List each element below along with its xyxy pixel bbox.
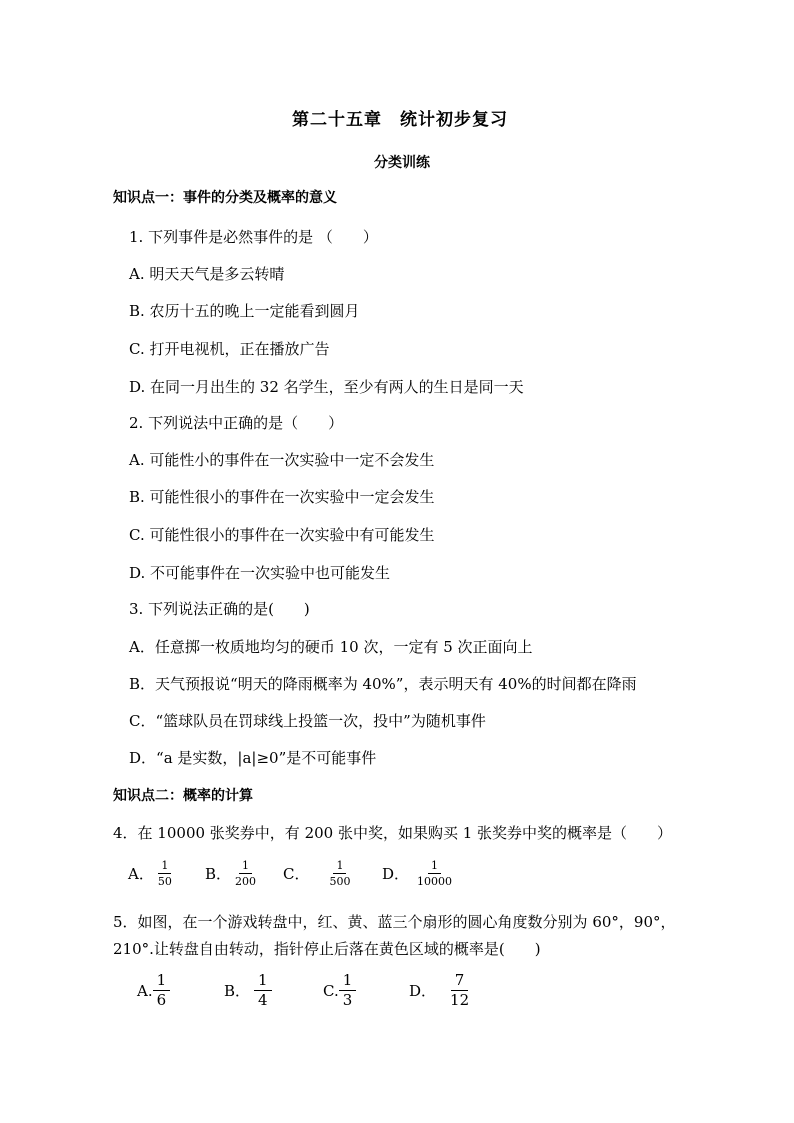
q5-option-d-label: D．: [409, 982, 437, 1000]
q4-option-d: [382, 860, 452, 887]
section-heading-1: 知识点一：事件的分类及概率的意义: [113, 190, 337, 206]
q5-option-c-label: C.: [323, 981, 339, 1000]
q5-option-c-denominator: 3: [342, 991, 353, 1009]
q5-option-b-denominator: 4: [258, 991, 268, 1009]
q5-option-c: [323, 973, 356, 1008]
q5-option-b: [224, 973, 272, 1008]
page-subtitle: 分类训练: [374, 155, 430, 171]
q3-option-a: A．任意掷一枚质地均匀的硬币 10 次，一定有 5 次正面向上: [129, 638, 533, 656]
q4-option-d-numerator: 1: [428, 860, 441, 874]
q5-option-a-denominator: 6: [156, 991, 167, 1009]
q1-option-d: D. 在同一月出生的 32 名学生，至少有两人的生日是同一天: [129, 378, 524, 396]
q5-option-a-label: A.: [137, 981, 153, 1000]
q5-option-d: [409, 973, 473, 1008]
q4-stem: 4．在 10000 张奖券中，有 200 张中奖，如果购买 1 张奖券中奖的概率是（ ）: [113, 824, 673, 842]
q5-option-b-label: B．: [224, 982, 251, 1000]
q4-option-c-numerator: 1: [333, 860, 346, 874]
q4-option-c-denominator: 500: [329, 875, 351, 888]
q4-option-d-denominator: 10000: [417, 875, 453, 888]
q4-option-b-numerator: 1: [239, 860, 252, 874]
q4-option-a: [128, 860, 172, 887]
q2-option-c: C. 可能性很小的事件在一次实验中有可能发生: [129, 526, 435, 544]
q2-stem: 2. 下列说法中正确的是（ ）: [129, 414, 344, 432]
q4-option-c-label: C．: [283, 865, 310, 883]
q5-option-c-numerator: 1: [339, 973, 357, 991]
q5-stem-line2: 210°.让转盘自由转动，指针停止后落在黄色区域的概率是( ): [113, 940, 541, 958]
q4-option-b-label: B．: [205, 865, 232, 883]
q1-option-a: A. 明天天气是多云转晴: [129, 265, 285, 283]
q2-option-a: A. 可能性小的事件在一次实验中一定不会发生: [129, 451, 435, 469]
q5-option-b-numerator: 1: [254, 973, 272, 991]
q4-option-c: [283, 860, 350, 887]
q5-option-a-numerator: 1: [153, 973, 171, 991]
q4-option-a-numerator: 1: [158, 860, 171, 874]
q1-option-b: B. 农历十五的晚上一定能看到圆月: [129, 302, 360, 320]
q5-option-d-numerator: 7: [451, 973, 469, 991]
q2-option-b: B. 可能性很小的事件在一次实验中一定会发生: [129, 488, 435, 506]
q4-option-d-label: D．: [382, 865, 410, 883]
page-title: 第二十五章 统计初步复习: [292, 110, 508, 130]
q3-stem: 3. 下列说法正确的是( ): [129, 600, 310, 618]
q3-option-c: C．“篮球队员在罚球线上投篮一次，投中”为随机事件: [129, 712, 486, 730]
q5-option-d-denominator: 12: [450, 991, 470, 1009]
q5-stem-line1: 5．如图，在一个游戏转盘中，红、黄、蓝三个扇形的圆心角度数分别为 60°，90°，: [113, 913, 676, 931]
q4-option-a-label: A．: [128, 865, 154, 883]
q3-option-b: B．天气预报说“明天的降雨概率为 40%”，表示明天有 40%的时间都在降雨: [129, 675, 637, 693]
q4-option-b-denominator: 200: [235, 875, 257, 888]
q1-stem: 1. 下列事件是必然事件的是 （ ）: [129, 228, 378, 246]
q4-option-a-denominator: 50: [157, 875, 172, 888]
q1-option-c: C. 打开电视机，正在播放广告: [129, 340, 330, 358]
q3-option-d: D．“a 是实数，|a|≥0”是不可能事件: [129, 749, 377, 767]
q4-option-b: [205, 860, 256, 887]
q2-option-d: D. 不可能事件在一次实验中也可能发生: [129, 564, 391, 582]
section-heading-2: 知识点二：概率的计算: [113, 788, 253, 804]
q5-option-a: [137, 973, 170, 1008]
